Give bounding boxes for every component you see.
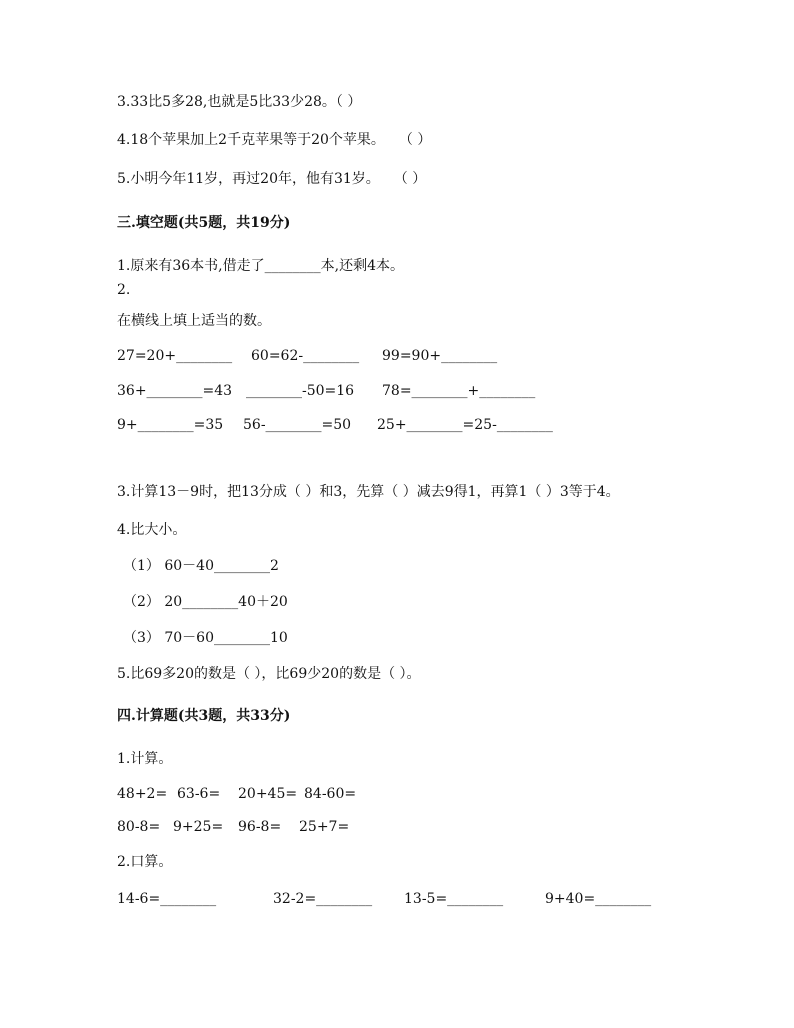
fill-q2-r2-c3: 78=________+________	[382, 383, 536, 399]
calc-q1-r2-c2: 9+25=	[173, 819, 224, 835]
calc-q2-item-3: 13-5=________	[404, 891, 504, 907]
calc-q1-r1-c1: 48+2=	[117, 786, 168, 802]
calc-q1-r2-c3: 96-8=	[238, 819, 282, 835]
fill-question-3: 3.计算13－9时，把13分成（ ）和3，先算（ ）减去9得1，再算1（ ）3等于4。	[117, 484, 620, 500]
calc-question-1-title: 1.计算。	[117, 751, 173, 767]
fill-q2-r1-c1: 27=20+________	[117, 348, 233, 364]
fill-q4-item-2: （2） 20________40＋20	[123, 594, 288, 610]
calc-q1-r1-c3: 20+45=	[238, 786, 298, 802]
section-4-heading: 四.计算题(共3题，共33分)	[117, 708, 291, 724]
calc-q2-item-1: 14-6=________	[117, 891, 217, 907]
calc-q2-item-4: 9+40=________	[545, 891, 652, 907]
judgement-item-3: 3.33比5多28,也就是5比33少28。（ ）	[117, 94, 362, 110]
fill-q2-r1-c2: 60=62-________	[251, 348, 360, 364]
calc-q1-r2-c4: 25+7=	[299, 819, 350, 835]
fill-question-2-number: 2.	[117, 282, 131, 298]
fill-q2-r2-c1: 36+________=43	[117, 383, 233, 399]
fill-question-2-text: 在横线上填上适当的数。	[117, 313, 271, 329]
fill-q2-r3-c1: 9+________=35	[117, 417, 224, 433]
fill-q4-item-1: （1） 60－40________2	[123, 558, 279, 574]
fill-question-4-title: 4.比大小。	[117, 522, 187, 538]
fill-q2-r1-c3: 99=90+________	[382, 348, 498, 364]
fill-question-1: 1.原来有36本书,借走了________本,还剩4本。	[117, 258, 404, 274]
calc-question-2-title: 2.口算。	[117, 854, 173, 870]
judgement-item-5: 5.小明今年11岁，再过20年，他有31岁。 （ ）	[117, 171, 427, 187]
fill-question-5: 5.比69多20的数是（ ），比69少20的数是（ ）。	[117, 666, 421, 682]
calc-q1-r1-c2: 63-6=	[177, 786, 221, 802]
fill-q2-r2-c2: ________-50=16	[246, 383, 355, 399]
calc-q1-r1-c4: 84-60=	[304, 786, 357, 802]
calc-q1-r2-c1: 80-8=	[117, 819, 161, 835]
section-3-heading: 三.填空题(共5题，共19分)	[117, 215, 291, 231]
fill-q2-r3-c2: 56-________=50	[243, 417, 352, 433]
fill-q2-r3-c3: 25+________=25-________	[377, 417, 553, 433]
judgement-item-4: 4.18个苹果加上2千克苹果等于20个苹果。 （ ）	[117, 132, 432, 148]
fill-q4-item-3: （3） 70－60________10	[123, 630, 288, 646]
calc-q2-item-2: 32-2=________	[273, 891, 373, 907]
